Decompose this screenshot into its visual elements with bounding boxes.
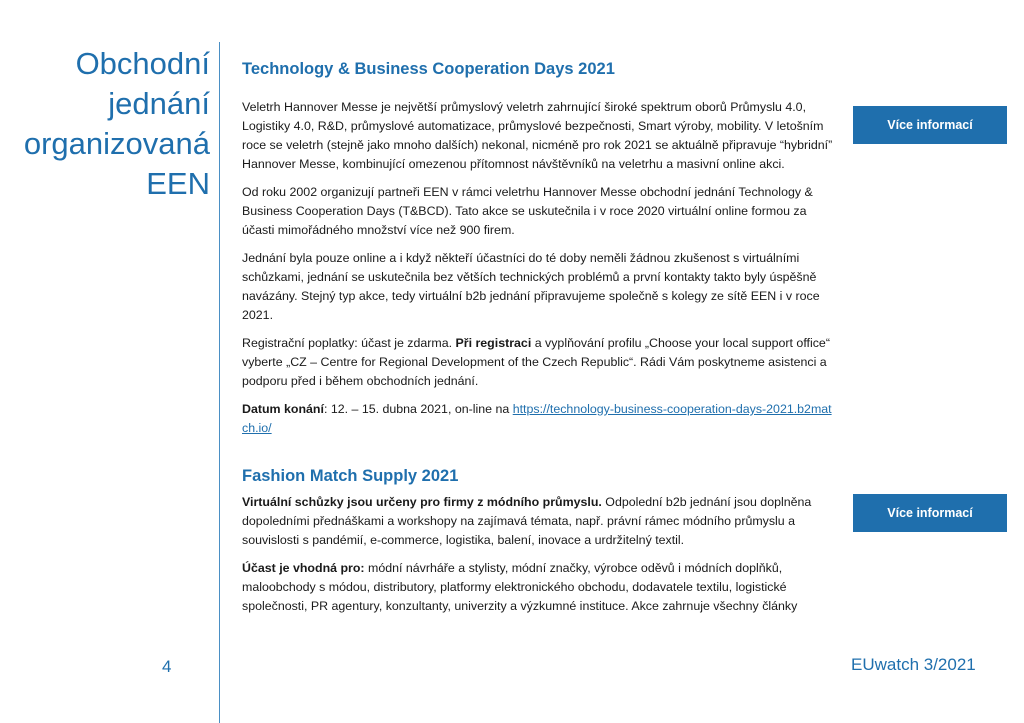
bold-text: Virtuální schůzky jsou určeny pro firmy z módního průmyslu.: [242, 495, 602, 509]
paragraph: [242, 493, 834, 550]
sidebar-title: [18, 44, 210, 204]
section-tbcd: [242, 58, 834, 447]
paragraph: Veletrh Hannover Messe je největší průmyslový veletrh zahrnující široké spektrum oborů Průmyslu 4.0, Logistiky 4.0, R&D, průmyslové automatizace, průmyslové bezpečnosti, Smart výroby, mobility. V letošním roce se veletrh (stejně jako mnoho dalších) nekonal, nicméně pro rok 2021 se aktuálně připravuje “hybridní” Hannover Messe, kombinující omezenou přítomnost návštěvníků na veletrhu a masivní online akci.: [242, 100, 833, 171]
page-number: 4: [162, 657, 172, 676]
text: Odpolední b2b jednání jsou doplněna dopoledními přednáškami a workshopy na zajímavá témata, např. právní rámec módního průmyslu a souvislosti s pandémií, e-commerce, logistika, balení, inovace a urdržitelný textil.: [242, 495, 812, 547]
issue-label: EUwatch 3/2021: [851, 655, 976, 674]
paragraph: Jednání byla pouze online a i když někteří účastníci do té doby neměli žádnou zkušenost s virtuálními schůzkami, jednání se uskutečnila bez větších technických problémů a první kontakty takto byly úspěšně navázány. Stejný typ akce, tedy virtuální b2b jednání připravujeme společně s kolegy ze sítě EEN i v roce 2021.: [242, 251, 820, 322]
sidebar-title-line: EEN: [146, 166, 210, 201]
paragraph: [242, 559, 834, 616]
date-label: Datum konání: [242, 402, 324, 416]
bold-text: Při registraci: [455, 336, 532, 350]
bold-text: Účast je vhodná pro:: [242, 561, 365, 575]
text: a vyplňování profilu „Choose your local support office“ vyberte „CZ – Centre for Regional Development of the Czech Republic“. Rádi Vám poskytneme asistenci a podporu před i během obchodních jednání.: [242, 336, 830, 388]
text: Registrační poplatky: účast je zdarma.: [242, 336, 456, 350]
section-fashion: [242, 465, 834, 625]
text: módní návrháře a stylisty, módní značky, výrobce oděvů i módních doplňků, maloobchody s módou, distributory, platformy elektronického obchodu, dodavatele textilu, logistické společnosti, PR agentury, konzultanty, univerzity a výzkumné instituce. Akce zahrnuje všechny články: [242, 561, 798, 613]
section-title: Fashion Match Supply 2021: [242, 467, 459, 485]
vertical-divider: [219, 42, 220, 723]
sidebar-title-line: jednání: [108, 86, 210, 121]
paragraph: Od roku 2002 organizují partneři EEN v rámci veletrhu Hannover Messe obchodní jednání Technology & Business Cooperation Days (T&BCD). Tato akce se uskutečnila i v roce 2020 virtuální online formou za účasti mimořádného množství více než 900 firem.: [242, 185, 813, 237]
section-title: Technology & Business Cooperation Days 2021: [242, 60, 615, 78]
sidebar-title-line: organizovaná: [23, 126, 210, 161]
sidebar-title-line: Obchodní: [75, 46, 210, 81]
event-link[interactable]: https://technology-business-cooperation-days-2021.b2match.io/: [242, 402, 832, 435]
more-info-button[interactable]: Více informací: [853, 494, 1007, 532]
more-info-button[interactable]: Více informací: [853, 106, 1007, 144]
paragraph-registration: [242, 334, 834, 391]
text: : 12. – 15. dubna 2021, on-line na: [323, 402, 513, 416]
paragraph-date: [242, 400, 834, 438]
